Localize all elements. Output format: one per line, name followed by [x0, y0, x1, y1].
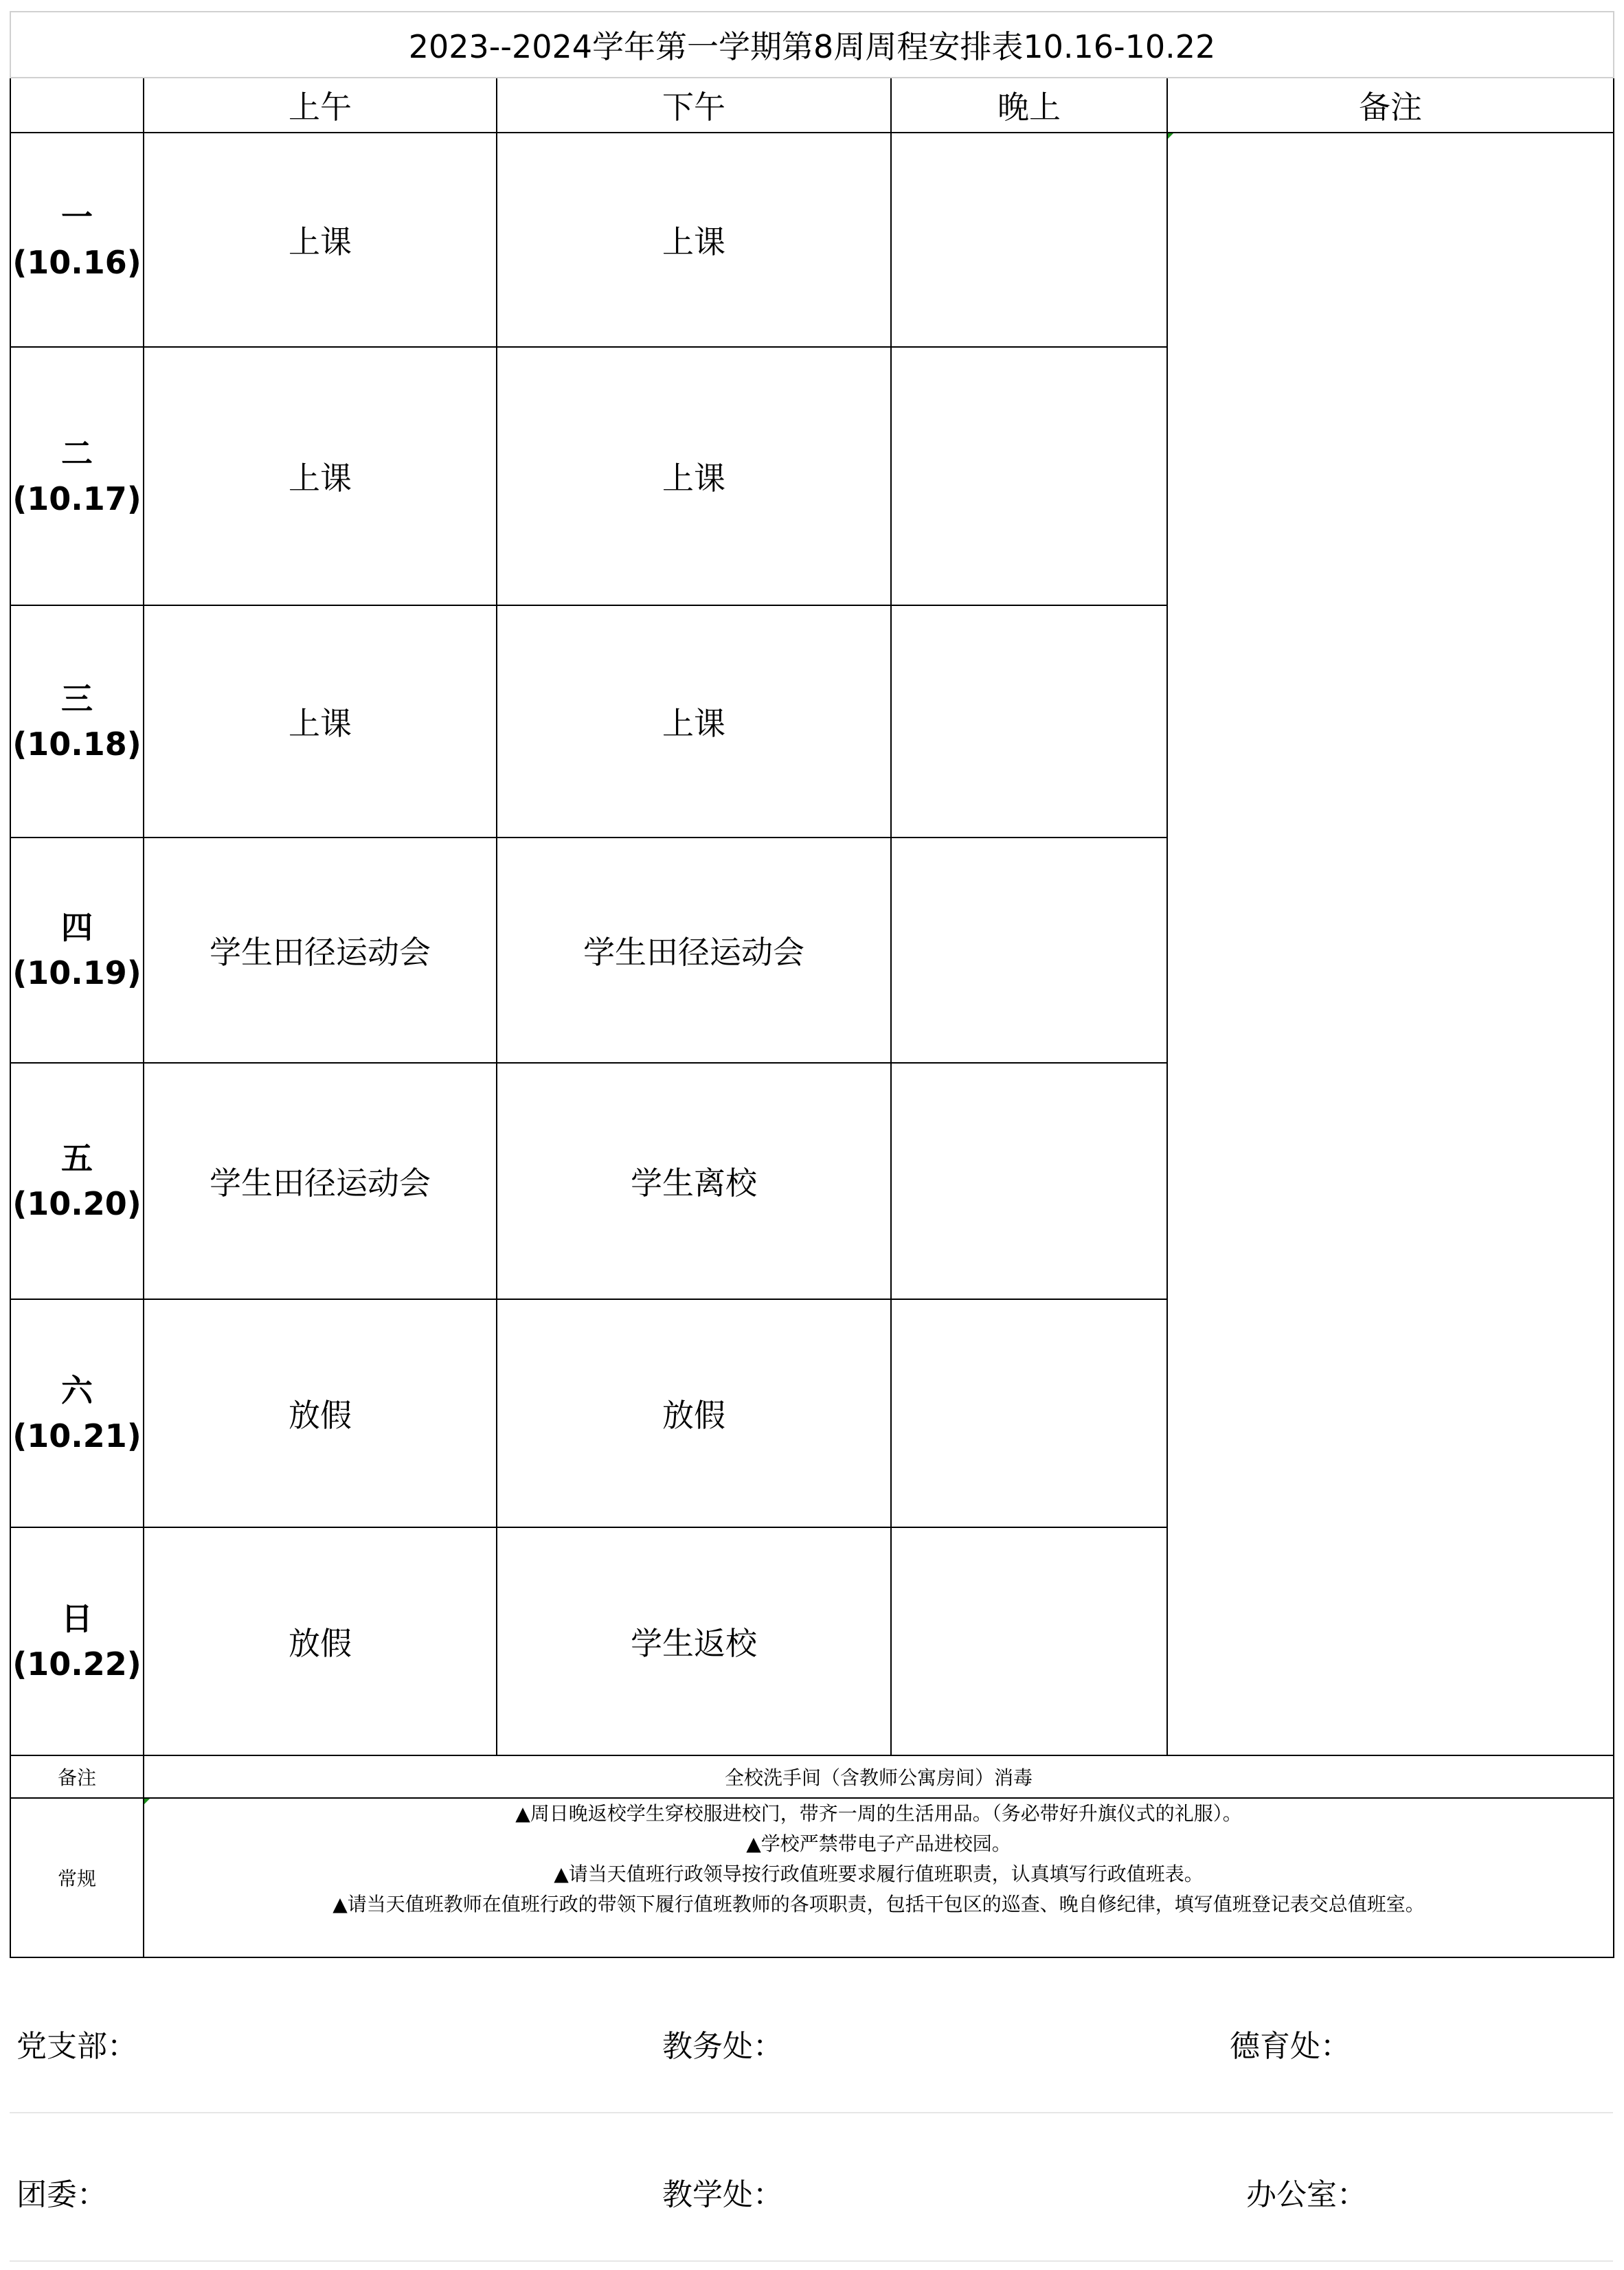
day-cell: [10, 133, 144, 347]
day-cell: [10, 1063, 144, 1299]
rules-row: [10, 1798, 1614, 1957]
signature-row: [10, 2112, 1613, 2262]
day-label: 六: [61, 1372, 93, 1409]
header-afternoon: 下午: [497, 78, 891, 133]
comment-marker-icon: [1168, 133, 1173, 139]
schedule-sheet: [10, 11, 1613, 1958]
day-cell: [10, 838, 144, 1063]
day-date: (10.18): [12, 726, 142, 763]
signature-teaching-office: 教学处：: [662, 2177, 783, 2212]
note-label: 备注: [10, 1755, 144, 1798]
afternoon-cell: 上课: [497, 347, 891, 605]
remarks-cell: [1167, 133, 1614, 1755]
schedule-table: [10, 11, 1614, 1958]
signature-area: [10, 1964, 1613, 2260]
table-row: [10, 133, 1614, 347]
day-label: 日: [61, 1600, 93, 1637]
title-row: [10, 12, 1614, 78]
rules-label: 常规: [10, 1798, 144, 1957]
morning-cell: 上课: [144, 347, 497, 605]
afternoon-cell: 学生田径运动会: [497, 838, 891, 1063]
day-date: (10.20): [12, 1185, 142, 1222]
day-label: 一: [61, 199, 93, 236]
rule-item: ▲学校严禁带电子产品进校园。: [746, 1832, 1011, 1855]
signature-youth-league: 团委：: [16, 2177, 107, 2212]
day-date: (10.22): [12, 1645, 142, 1683]
day-date: (10.19): [12, 954, 142, 991]
note-row: [10, 1755, 1614, 1798]
signature-row: [10, 1964, 1613, 2113]
header-remarks: 备注: [1167, 78, 1614, 133]
evening-cell: [891, 1527, 1167, 1755]
morning-cell: 上课: [144, 605, 497, 838]
evening-cell: [891, 1063, 1167, 1299]
afternoon-cell: 上课: [497, 605, 891, 838]
note-text: 全校洗手间（含教师公寓房间）消毒: [144, 1755, 1614, 1798]
header-corner: [10, 78, 144, 133]
evening-cell: [891, 347, 1167, 605]
afternoon-cell: 放假: [497, 1299, 891, 1527]
afternoon-cell: 学生返校: [497, 1527, 891, 1755]
evening-cell: [891, 605, 1167, 838]
header-morning: 上午: [144, 78, 497, 133]
signature-party-branch: 党支部：: [16, 2029, 137, 2064]
day-label: 二: [61, 435, 93, 472]
morning-cell: 放假: [144, 1527, 497, 1755]
day-label: 四: [61, 909, 93, 946]
evening-cell: [891, 838, 1167, 1063]
day-cell: [10, 347, 144, 605]
day-date: (10.16): [12, 244, 142, 281]
signature-academic-affairs: 教务处：: [662, 2029, 783, 2064]
day-cell: [10, 1527, 144, 1755]
header-evening: 晚上: [891, 78, 1167, 133]
day-date: (10.17): [12, 480, 142, 517]
afternoon-cell: 学生离校: [497, 1063, 891, 1299]
day-date: (10.21): [12, 1417, 142, 1454]
comment-marker-icon: [144, 1799, 150, 1804]
morning-cell: 上课: [144, 133, 497, 347]
afternoon-cell: 上课: [497, 133, 891, 347]
morning-cell: 学生田径运动会: [144, 838, 497, 1063]
day-label: 三: [61, 680, 93, 717]
day-cell: [10, 605, 144, 838]
rule-item: ▲请当天值班行政领导按行政值班要求履行值班职责，认真填写行政值班表。: [554, 1863, 1204, 1885]
rules-text: [144, 1798, 1614, 1957]
evening-cell: [891, 1299, 1167, 1527]
day-label: 五: [61, 1140, 93, 1177]
header-row: [10, 78, 1614, 133]
page-title: 2023--2024学年第一学期第8周周程安排表10.16-10.22: [10, 12, 1614, 78]
morning-cell: 学生田径运动会: [144, 1063, 497, 1299]
rule-item: ▲周日晚返校学生穿校服进校门，带齐一周的生活用品。（务必带好升旗仪式的礼服）。: [515, 1802, 1242, 1825]
signature-moral-education: 德育处：: [1230, 2029, 1351, 2064]
signature-general-office: 办公室：: [1246, 2177, 1367, 2212]
morning-cell: 放假: [144, 1299, 497, 1527]
evening-cell: [891, 133, 1167, 347]
rule-item: ▲请当天值班教师在值班行政的带领下履行值班教师的各项职责，包括干包区的巡查、晚自修纪律，填写值班登记表交总值班室。: [332, 1893, 1425, 1915]
day-cell: [10, 1299, 144, 1527]
